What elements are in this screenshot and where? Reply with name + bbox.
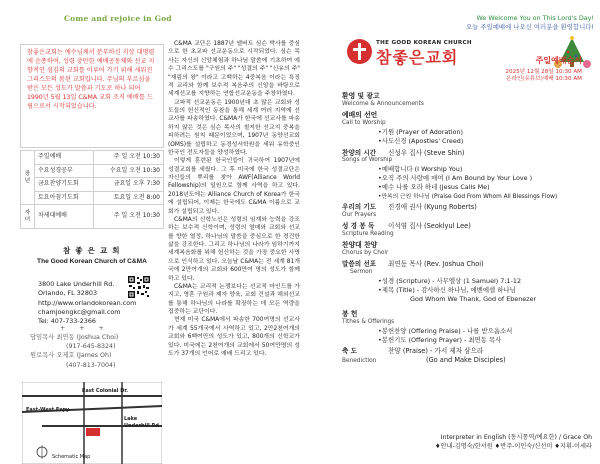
order-tithes [342, 310, 592, 345]
order-of-worship [342, 92, 592, 368]
schedule-name: 토요아침기도회 [35, 191, 94, 205]
history-paragraph: 이렇게 훈련된 한국인들이 귀국하여 1907년에 성결교회를 세웠다. 그 후 미국에 한국 성결교단은 자신들의 뿌리를 찾아 AWF(Alliance World Fellowship)의 일원으로 함께 사역을 하고 있다. 2018년도에는 Alliance Church of Korea가 한국에 설립되어, 이제는 한국에도 C&MA 이름으로 교회가 설립되고 있다. [168, 158, 300, 215]
phone-number: Tel: 407-733-2366 [38, 317, 96, 326]
order-songs [342, 149, 592, 201]
map-road-label: East-West Expy [26, 407, 70, 413]
section-title-ko: 우리의 기도 [342, 202, 377, 211]
section-leader: 이석염 집사 (Seoklyul Lee) [388, 221, 471, 230]
history-paragraph: C&MA의 신학노선은 성령의 임재와 능력을 강조하는 보수적 신학이며, 성령의 열매와 교회와 선교를 향한 열정, 하나님의 말씀을 중심으로 한 경건한 삶을 강조한다. 그리고 하나님의 나라가 임하기까지 세계복음화를 위해 헌신하는 것을 가장 중요한 사명으로 인식하고 있다. 오늘날 C&MA는 전 세계 81개국에 2만여개의 교회와 600만여 명의 성도가 함께하고 있다. [168, 216, 300, 282]
history-paragraph: 교파적 선교운동은 1900년대 초 많은 교회와 성도들의 헌신적인 동참을 통해 세계 여러 지역에 선교사를 파송하였다. C&MA가 한국에 선교사를 파송하지 않은 것은 심슨 목사의 철저한 선교지 중복을 피하려는 원칙 때문이었으며, 1907년 동양선교회(OMS)를 설립하고 동경성서학원을 세워 유학중인 한국인 전도자들을 양성하였다. [168, 99, 300, 156]
service-header [482, 56, 582, 84]
schedule-time: 수요일 오전 10:30 [93, 164, 163, 178]
service-title: 주일예배순서 [535, 56, 582, 65]
order-scripture [342, 222, 592, 239]
history-column [168, 40, 300, 460]
schedule-time: 주 일 오전 10:30 [93, 151, 163, 165]
intro-text: 참좋은교회는 예수님께서 분부하신 지상 대명령에 순종하여, 성령 충만한 예배공동체와 선교 지향적인 섬김의 교회를 이루어 가기 위해 세워진 그리스도의 몸된 교회입니다. 주님의 부르심을 받은 모든 성도가 말씀과 기도로 하나 되어 1990년 5월 13일 C&MA 교회 조직 예배를 드림으로서 시작되었습니다. [27, 49, 155, 110]
ushers-line: ♦안내-김명숙/한서원 ♦반주-이민숙/신선미 ♦지휘-이세라 [435, 442, 592, 450]
schedule-name: 수요성경공부 [35, 164, 94, 178]
address-line-1: 3800 Lake Underhill Rd. [38, 280, 115, 288]
section-title-ko: 찬양대 찬양 [342, 240, 378, 249]
section-title-en: Chorus by Choir [342, 249, 389, 256]
church-name-ko: 참 좋 은 교 회 [62, 246, 122, 255]
schedule-group-label: 자녀 [21, 205, 35, 229]
banner-title: Come and rejoice in God [64, 14, 172, 23]
email-link[interactable]: chamjoengkc@gmail.com [38, 307, 121, 316]
history-paragraph: C&MA는 교리적 논쟁보다는 선교적 마인드를 가지고, 영혼 구원과 제자 양육, 교회 건설과 해외선교를 통해 하나님의 나라를 확장하는 데 모든 역량을 집중하는 교단이다. [168, 283, 300, 315]
list-item: •만복의 근원 하나님 (Praise God From Whom All Blessings Flow) [378, 193, 558, 200]
left-column [20, 14, 164, 458]
schedule-time: 토요일 오전 8:00 [93, 191, 163, 205]
section-title-ko: 축 도 [342, 347, 358, 356]
table-row [21, 151, 164, 165]
section-title-ko: 말씀의 선포 [342, 259, 377, 268]
senior-pastor-phone: (917-645-8324) [66, 343, 116, 351]
elder-pastor-phone: (407-813-7004) [66, 361, 116, 369]
list-item: •기원 (Prayer of Adoration) [378, 128, 463, 137]
address-line-2: Orlando, FL 32803 [38, 289, 98, 298]
list-item: •예수 나를 오라 하네 (Jesus Calls Me) [378, 183, 490, 192]
welcome-en: We Welcome You on This Lord's Day! [476, 14, 594, 22]
welcome-ko: 오늘 주일예배에 나오신 여러분을 환영합니다! [466, 22, 594, 31]
section-title-en: Tithes & Offerings [342, 319, 395, 326]
table-row [21, 178, 164, 192]
section-title-en: Scripture Reading [342, 230, 394, 237]
section-title-en: Sermon [350, 268, 373, 275]
schedule-time: 금요일 오후 7:30 [93, 178, 163, 192]
footer-notes [342, 434, 592, 452]
right-column [332, 14, 594, 460]
section-title-en: Benediction [342, 358, 377, 365]
history-paragraph: C&MA 교단은 1887년 앨버트 심슨 박사를 중심으로 한 초교파 선교운동으로 시작되었다. 심슨 목사는 자신의 신앙체험과 하나님 말씀에 기초하여 예수 그리스도를 "구원의 주" "성결의 주" "신유의 주" "재림의 왕" 이라고 고백하는 4중복음 이라는 특징적 교리와 함께 보수적 복음주의 신앙을 바탕으로 세계선교를 지향하는 연합선교운동을 주창하였다. [168, 41, 300, 98]
logo-text-en: THE GOOD KOREAN CHURCH [376, 40, 472, 46]
order-sermon [342, 260, 592, 304]
schedule-name: 차세대예배 [35, 205, 94, 229]
schedule-time: 주 일 오전 10:30 [93, 205, 163, 229]
section-title-ko: 봉 헌 [342, 310, 358, 319]
map-road-label: Lake Underhill Rd [124, 416, 159, 429]
section-leader: 진경애 권사 (Kyung Roberts) [388, 202, 477, 211]
list-item: •봉헌기도 (Offering Prayer) - 최연동 목사 [378, 336, 502, 345]
list-item: •예배합니다 (I Worship You) [378, 165, 463, 174]
section-title-ko: 찬양의 시간 [342, 148, 377, 157]
intro-box [20, 44, 164, 148]
order-welcome [342, 92, 592, 109]
section-title-ko: 성 경 봉 독 [342, 221, 375, 230]
qr-code-icon[interactable] [128, 276, 150, 298]
list-item: •성경 (Scripture) - 사무엘상 (1 Samuel) 7:1-12 [378, 276, 522, 285]
service-online: 온라인(유튜브)예배 10:30 AM [506, 76, 582, 83]
table-row [21, 205, 164, 229]
table-row [21, 191, 164, 205]
benediction-text: 찬양 (Praise) - 가서 제자 삼으라 [388, 347, 484, 356]
map-road-label: East Colonial Dr. [82, 388, 129, 394]
cross-divider: + + + [60, 325, 110, 332]
list-item: •제목 (Title) - 감사하신 하나님, 에벤에셀 하나님 [378, 285, 516, 294]
order-prayer [342, 203, 592, 220]
interpreter-line: Interpreter in English (동시통역/예요한) / Grace Oh [440, 434, 592, 441]
website-link[interactable]: http://www.orlandokorean.com [38, 298, 137, 307]
list-item: •봉헌찬양 (Offering Praise) - 나를 받으옵소서 [378, 327, 513, 336]
elder-pastor: 원로목사 오제호 (James Oh) [30, 352, 112, 360]
section-title-ko: 환영 및 광고 [342, 92, 380, 100]
church-info [20, 246, 164, 266]
section-title-en: Our Prayers [342, 211, 377, 218]
list-item: •사도신경 (Apostles' Creed) [378, 137, 464, 146]
senior-pastor: 담임목사 최연동 (Joshua Choi) [30, 334, 119, 342]
service-date: 2025년 12월 28일 10:30 AM [505, 68, 582, 75]
section-title-en: Songs of Worship [342, 157, 393, 164]
church-emblem-icon [346, 38, 373, 65]
history-paragraph: 현재 미국 C&MA에서 파송한 700여명의 선교사가 세계 55개국에서 사역하고 있고, 2만2천여개의 교회와 6백여만의 성도가 있고, 800개의 신학교가 있다. 미국에는 2천여개의 교회에서 50여만명의 성도가 37개의 언어로 예배 드리고 있다. [168, 317, 300, 357]
pastors [30, 324, 160, 370]
order-call [342, 111, 592, 146]
logo-text-ko: 참좋은교회 [376, 48, 459, 67]
order-benediction [342, 347, 592, 366]
section-leader: 최연동 목사 (Rev. Joshua Choi) [388, 259, 484, 268]
list-item: •오직 주의 사랑에 매여 (I Am Bound by Your Love ) [378, 174, 533, 183]
church-name-en: The Good Korean Church of C&MA [37, 257, 147, 265]
benediction-sub: (Go and Make Disciples) [426, 356, 506, 365]
church-logo [340, 38, 472, 68]
section-leader: 신성우 집사 (Steve Shin) [388, 148, 465, 157]
schedule-table [20, 150, 164, 229]
contact-info [38, 280, 138, 326]
list-item: God Whom We Thank, God of Ebenezer [410, 294, 537, 303]
table-row [21, 164, 164, 178]
order-choir [342, 241, 592, 258]
schedule-name: 금요찬양기도회 [35, 178, 94, 192]
schedule-name: 주일예배 [35, 151, 94, 165]
section-title-en: Welcome & Announcements [342, 101, 424, 108]
schedule-group-label: 장년 [21, 151, 35, 205]
section-title-en: Call to Worship [342, 120, 386, 127]
map-caption: Schematic Map [52, 454, 91, 460]
welcome-message [332, 14, 594, 31]
section-title-ko: 예배의 선언 [342, 111, 378, 120]
